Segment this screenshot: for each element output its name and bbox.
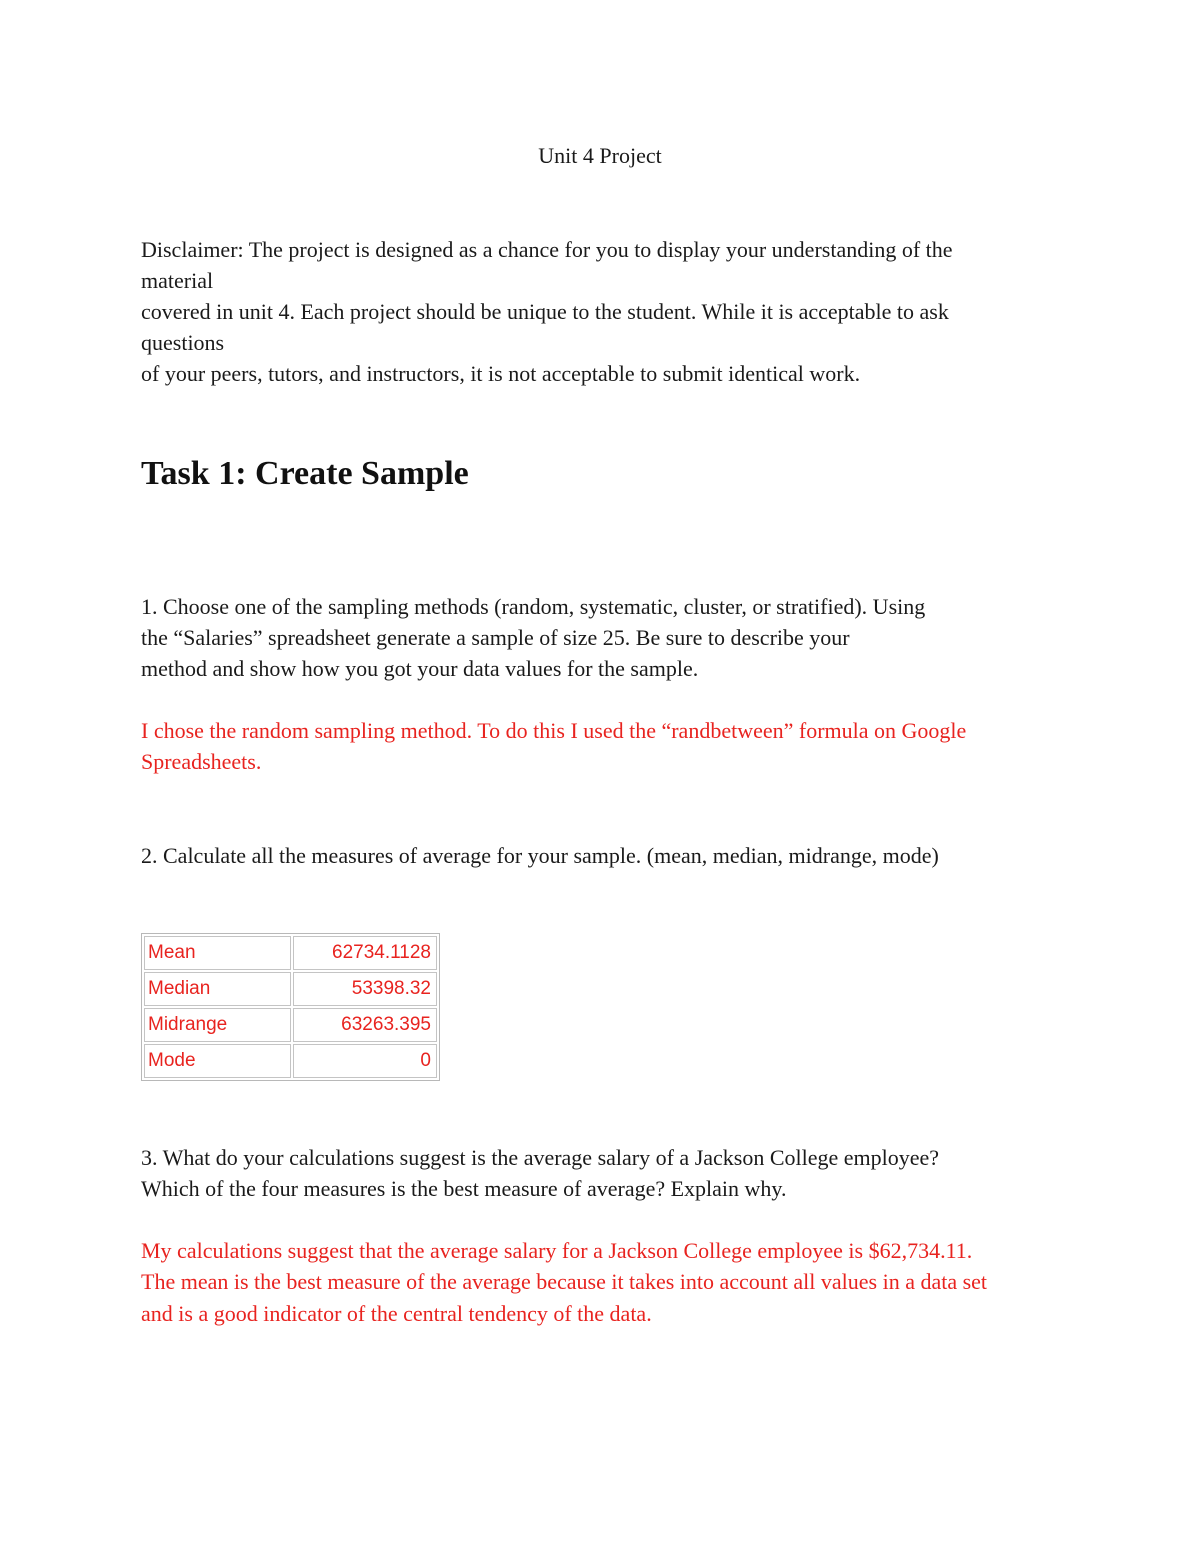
- table-row: [144, 1044, 437, 1078]
- answer-3-line: My calculations suggest that the average salary for a Jackson College employee is $62,734.11.: [141, 1238, 973, 1263]
- disclaimer-line: questions: [141, 330, 225, 355]
- table-cell-label: Mean: [144, 936, 291, 970]
- task-heading: Task 1: Create Sample: [141, 455, 469, 492]
- question-1-line: method and show how you got your data values for the sample.: [141, 656, 699, 681]
- table-cell-label: Mode: [144, 1044, 291, 1078]
- question-1-line: 1. Choose one of the sampling methods (random, systematic, cluster, or stratified). Using: [141, 594, 926, 619]
- table-cell-value: 53398.32: [293, 972, 437, 1006]
- table-cell-value: 63263.395: [293, 1008, 437, 1042]
- table-cell-label: Median: [144, 972, 291, 1006]
- table-row: [144, 1008, 437, 1042]
- answer-3-line: The mean is the best measure of the average because it takes into account all values in a data set: [141, 1269, 988, 1294]
- table-cell-value: 0: [293, 1044, 437, 1078]
- answer-3-line: and is a good indicator of the central tendency of the data.: [141, 1301, 652, 1326]
- document-title: Unit 4 Project: [538, 143, 662, 168]
- disclaimer-line: covered in unit 4. Each project should be unique to the student. While it is acceptable to ask: [141, 299, 949, 324]
- table-row: [144, 936, 437, 970]
- answer-1-line: Spreadsheets.: [141, 749, 262, 774]
- disclaimer-line: Disclaimer: The project is designed as a chance for you to display your understanding of the: [141, 237, 953, 262]
- question-1-line: the “Salaries” spreadsheet generate a sample of size 25. Be sure to describe your: [141, 625, 850, 650]
- table-cell-value: 62734.1128: [293, 936, 437, 970]
- disclaimer-line: material: [141, 268, 214, 293]
- question-3-line: Which of the four measures is the best measure of average? Explain why.: [141, 1176, 787, 1201]
- question-2-line: 2. Calculate all the measures of average for your sample. (mean, median, midrange, mode): [141, 843, 939, 868]
- question-3-line: 3. What do your calculations suggest is the average salary of a Jackson College employee?: [141, 1145, 940, 1170]
- table-cell-label: Midrange: [144, 1008, 291, 1042]
- answer-1-line: I chose the random sampling method. To do this I used the “randbetween” formula on Google: [141, 718, 967, 743]
- table-row: [144, 972, 437, 1006]
- averages-table: [141, 933, 440, 1081]
- disclaimer-line: of your peers, tutors, and instructors, it is not acceptable to submit identical work.: [141, 361, 861, 386]
